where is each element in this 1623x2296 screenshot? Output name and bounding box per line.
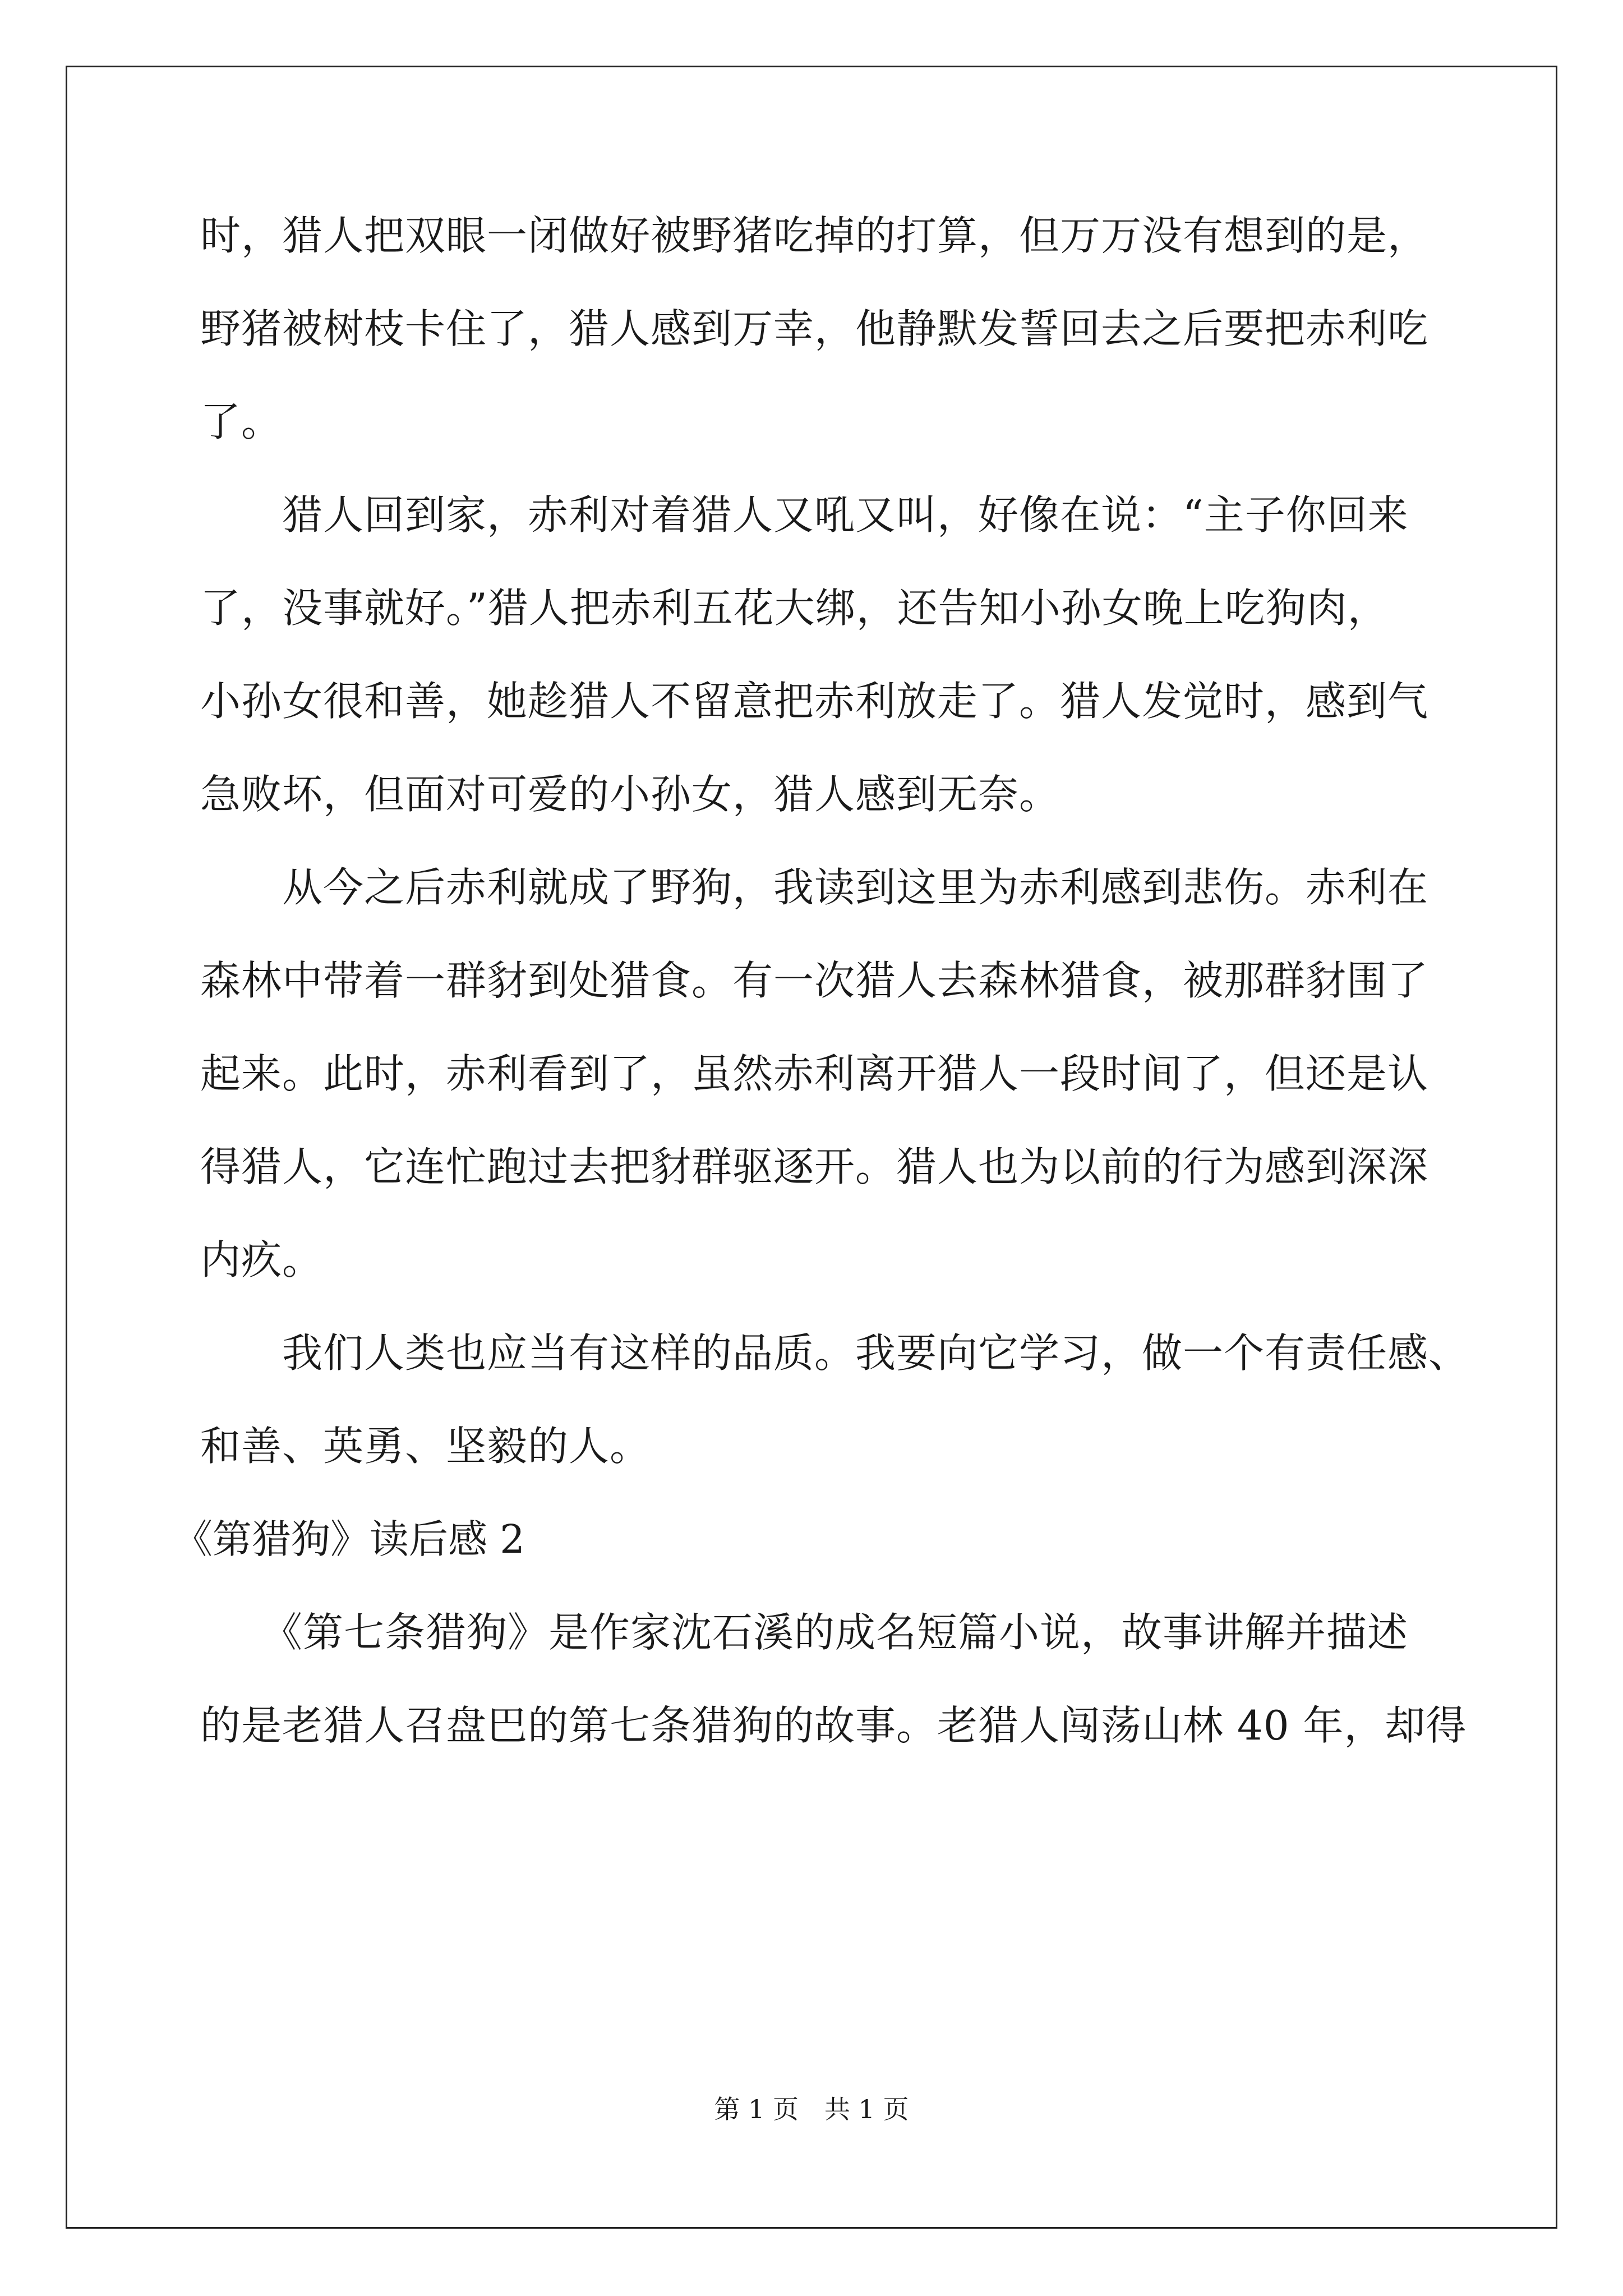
text-line: 内疚。 xyxy=(200,1236,324,1283)
text-line: 起来。此时，赤利看到了，虽然赤利离开猎人一段时间了，但还是认 xyxy=(200,1050,1429,1097)
text-line: 和善、英勇、坚毅的人。 xyxy=(200,1423,651,1470)
text-line: 急败坏，但面对可爱的小孙女，猎人感到无奈。 xyxy=(200,771,1061,818)
text-line: 我们人类也应当有这样的品质。我要向它学习，做一个有责任感、 xyxy=(200,1329,1470,1377)
text-line: 从今之后赤利就成了野狗，我读到这里为赤利感到悲伤。赤利在 xyxy=(200,864,1429,911)
text-line: 小孙女很和善，她趁猎人不留意把赤利放走了。猎人发觉时，感到气 xyxy=(200,678,1429,725)
text-line: 得猎人，它连忙跑过去把豺群驱逐开。猎人也为以前的行为感到深深 xyxy=(200,1143,1429,1190)
text-line: 了。 xyxy=(200,398,283,445)
text-line: 时，猎人把双眼一闭做好被野猪吃掉的打算，但万万没有想到的是， xyxy=(200,212,1429,259)
text-line: 野猪被树枝卡住了，猎人感到万幸，他静默发誓回去之后要把赤利吃 xyxy=(200,305,1429,352)
text-line: 的是老猎人召盘巴的第七条猎狗的故事。老猎人闯荡山林 40 年，却得 xyxy=(200,1702,1467,1749)
page-footer: 第 1 页 共 1 页 xyxy=(714,2094,909,2124)
section-heading: 《第猎狗》读后感 2 xyxy=(173,1516,525,1562)
text-line: 森林中带着一群豺到处猎食。有一次猎人去森林猎食，被那群豺围了 xyxy=(200,957,1429,1004)
text-line: 猎人回到家，赤利对着猎人又吼又叫，好像在说：“主子你回来 xyxy=(200,491,1409,539)
text-line: 《第七条猎狗》是作家沈石溪的成名短篇小说，故事讲解并描述 xyxy=(200,1609,1409,1656)
text-line: 了，没事就好。”猎人把赤利五花大绑，还告知小孙女晚上吃狗肉， xyxy=(200,585,1389,632)
